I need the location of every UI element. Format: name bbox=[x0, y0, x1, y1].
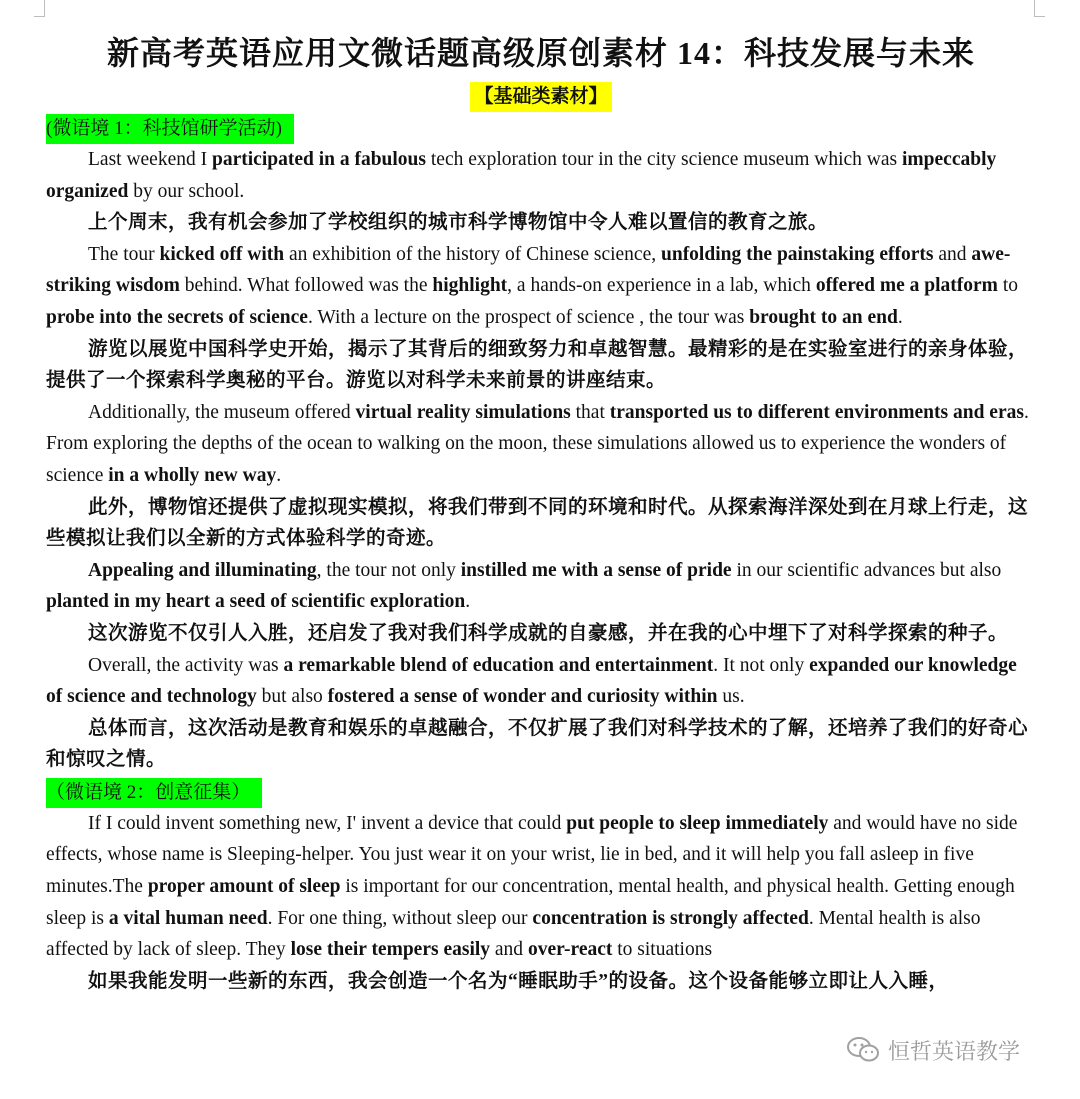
text-run: and bbox=[933, 243, 972, 265]
document-title: 新高考英语应用文微话题高级原创素材 14：科技发展与未来 bbox=[106, 35, 975, 71]
text-run: is important for our concentration, mental health, and physical health. Getting enough sleep is bbox=[46, 876, 1015, 929]
text-run: If I could invent something new, I' invent a device that could bbox=[88, 812, 567, 834]
text-run: 游览以展览中国科学史开始，揭示了其背后的细致努力和卓越智慧。最精彩的是在实验室进行的亲身体验，提供了一个探索科学奥秘的平台。游览以对科学未来前景的讲座结束。 bbox=[46, 338, 1029, 392]
text-run: . Mental health is also affected by lack of sleep. They bbox=[46, 907, 981, 961]
text-run: , a hands-on experience in a lab, which bbox=[507, 275, 816, 297]
key-phrase: put people to sleep immediately bbox=[566, 812, 829, 834]
text-run: behind. What followed was the bbox=[179, 275, 433, 297]
page-corner-mark-right bbox=[1034, 0, 1045, 17]
paragraph-english bbox=[46, 650, 1036, 713]
key-phrase: a remarkable blend of education and entertainment bbox=[283, 654, 714, 676]
key-phrase: over-react bbox=[527, 939, 613, 961]
key-phrase: brought to an end bbox=[749, 306, 898, 328]
text-run: by our school. bbox=[128, 180, 245, 202]
watermark-text: 恒哲英语教学 bbox=[888, 1039, 1021, 1065]
text-run: . With a lecture on the prospect of science , the tour was bbox=[307, 306, 750, 328]
text-run: to bbox=[997, 275, 1018, 297]
text-run: us. bbox=[717, 686, 745, 708]
document-subtitle: 【基础类素材】 bbox=[470, 82, 611, 112]
key-phrase: planted in my heart a seed of scientific exploration bbox=[46, 591, 466, 613]
paragraph-english bbox=[46, 144, 1036, 207]
text-run: Additionally, the museum offered bbox=[88, 401, 356, 423]
text-run: 上个周末，我有机会参加了学校组织的城市科学博物馆中令人难以置信的教育之旅。 bbox=[88, 212, 829, 234]
key-phrase: awe-striking wisdom bbox=[46, 243, 1011, 297]
document-page bbox=[46, 30, 1036, 997]
wechat-icon bbox=[846, 1035, 880, 1065]
section-2 bbox=[46, 776, 1036, 998]
paragraph-english bbox=[46, 397, 1036, 492]
key-phrase: offered me a platform bbox=[815, 275, 998, 297]
subtitle-container bbox=[46, 82, 1036, 112]
text-run: and bbox=[490, 939, 528, 961]
key-phrase: transported us to different environments and eras bbox=[609, 401, 1024, 423]
text-run: an exhibition of the history of Chinese science, bbox=[284, 243, 661, 265]
key-phrase: instilled me with a sense of pride bbox=[460, 559, 732, 581]
text-run: 这次游览不仅引人入胜，还启发了我对我们科学成就的自豪感，并在我的心中埋下了对科学探索的种子。 bbox=[88, 622, 1009, 644]
key-phrase: highlight bbox=[432, 275, 508, 297]
key-phrase: expanded our knowledge of science and technology bbox=[46, 654, 1017, 708]
text-run: . bbox=[897, 306, 903, 328]
text-run: The tour bbox=[88, 243, 160, 265]
key-phrase: virtual reality simulations bbox=[355, 401, 571, 423]
key-phrase: unfolding the painstaking efforts bbox=[661, 243, 934, 265]
paragraph-chinese bbox=[46, 207, 1036, 239]
section-label: (微语境 1：科技馆研学活动) bbox=[46, 114, 294, 144]
paragraph-chinese bbox=[46, 966, 1036, 998]
text-run: but also bbox=[256, 686, 328, 708]
paragraph-chinese bbox=[46, 713, 1036, 776]
text-run: and would have no side effects, whose name is Sleeping-helper. You just wear it on your wrist, lie in bed, and it will help you fall asleep in five minutes.The bbox=[46, 812, 1018, 898]
key-phrase: a vital human need bbox=[108, 907, 268, 929]
key-phrase: kicked off with bbox=[159, 243, 285, 265]
text-run: Last weekend I bbox=[88, 149, 212, 170]
text-run: 总体而言，这次活动是教育和娱乐的卓越融合，不仅扩展了我们对科学技术的了解，还培养了我们的好奇心和惊叹之情。 bbox=[46, 717, 1029, 771]
paragraph-english bbox=[46, 239, 1036, 334]
text-run: , the tour not only bbox=[316, 559, 461, 581]
text-run: . From exploring the depths of the ocean to walking on the moon, these simulations allowed us to experience the wonders of science bbox=[46, 401, 1029, 486]
text-run: Overall, the activity was bbox=[88, 654, 284, 676]
paragraph-english bbox=[46, 808, 1036, 966]
document-body bbox=[46, 112, 1036, 997]
paragraph-english bbox=[46, 555, 1036, 618]
text-run: . bbox=[465, 591, 471, 613]
watermark bbox=[846, 1033, 1020, 1067]
text-run: that bbox=[570, 401, 610, 423]
section-label: （微语境 2：创意征集） bbox=[46, 778, 262, 808]
key-phrase: probe into the secrets of science bbox=[46, 306, 308, 328]
key-phrase: concentration is strongly affected bbox=[532, 907, 809, 929]
text-run: to situations bbox=[612, 939, 713, 961]
text-run: 此外，博物馆还提供了虚拟现实模拟，将我们带到不同的环境和时代。从探索海洋深处到在月球上行走，这些模拟让我们以全新的方式体验科学的奇迹。 bbox=[46, 496, 1029, 550]
paragraph-chinese bbox=[46, 618, 1036, 650]
key-phrase: Appealing and illuminating bbox=[88, 559, 317, 581]
text-run: in our scientific advances but also bbox=[731, 559, 1002, 581]
key-phrase: proper amount of sleep bbox=[147, 876, 341, 898]
paragraph-chinese bbox=[46, 334, 1036, 397]
paragraph-chinese bbox=[46, 492, 1036, 555]
text-run: . It not only bbox=[713, 654, 810, 676]
text-run: . For one thing, without sleep our bbox=[267, 907, 533, 929]
key-phrase: fostered a sense of wonder and curiosity within bbox=[327, 686, 718, 708]
text-run: . bbox=[276, 464, 282, 486]
key-phrase: participated in a fabulous bbox=[212, 149, 426, 170]
text-run: tech exploration tour in the city science museum which was bbox=[426, 149, 902, 170]
page-corner-mark-left bbox=[34, 0, 45, 17]
text-run: 如果我能发明一些新的东西，我会创造一个名为“睡眠助手”的设备。这个设备能够立即让人入睡， bbox=[88, 970, 949, 992]
section-1 bbox=[46, 112, 1036, 776]
key-phrase: in a wholly new way bbox=[108, 464, 277, 486]
key-phrase: impeccably organized bbox=[46, 149, 997, 202]
key-phrase: lose their tempers easily bbox=[290, 939, 491, 961]
